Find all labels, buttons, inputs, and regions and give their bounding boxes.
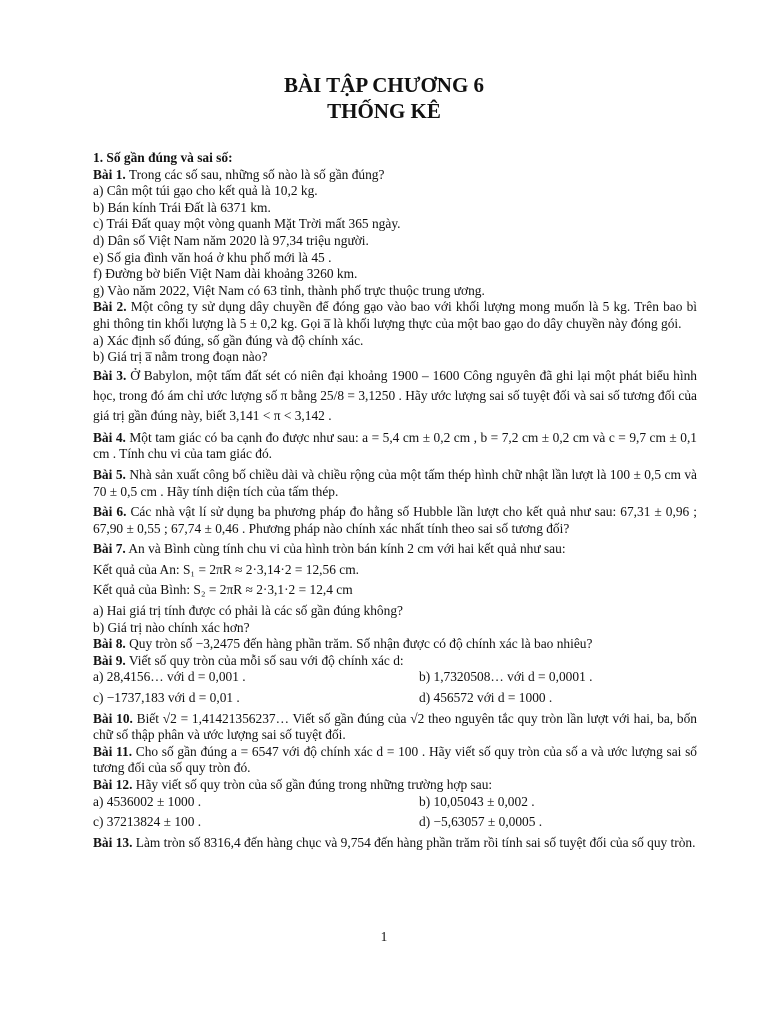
list-item: a) Hai giá trị tính được có phải là các số gần đúng không? <box>93 603 403 619</box>
list-item: b) Bán kính Trái Đất là 6371 km. <box>93 199 271 215</box>
exercise-8: Bài 8. Quy tròn số −3,2475 đến hàng phần trăm. Số nhận được có độ chính xác là bao nhiêu? <box>93 636 593 652</box>
exercise-label: Bài 4. <box>93 429 126 445</box>
page-title: BÀI TẬP CHƯƠNG 6 <box>283 73 485 97</box>
exercise-label: Bài 3. <box>93 367 127 383</box>
option-a: a) 28,4156… với d = 0,001 . <box>93 669 246 685</box>
exercise-4: Bài 4. Một tam giác có ba cạnh đo được như sau: a = 5,4 cm ± 0,2 cm , b = 7,2 cm ± 0,2 cm và c = 9,7 cm ± 0,1 cm . Tính chu vi của tam giác đó. <box>93 429 697 462</box>
exercise-label: Bài 12. <box>93 777 133 792</box>
list-item: e) Số gia đình văn hoá ở khu phố mới là 45 . <box>93 249 332 265</box>
exercise-1: Bài 1. Trong các số sau, những số nào là số gần đúng? <box>93 166 385 182</box>
option-row <box>93 814 697 831</box>
exercise-7: Bài 7. An và Bình cùng tính chu vi của hình tròn bán kính 2 cm với hai kết quả như sau: <box>93 541 566 557</box>
exercise-label: Bài 5. <box>93 466 126 482</box>
list-item: g) Vào năm 2022, Việt Nam có 63 tỉnh, thành phố trực thuộc trung ương. <box>93 282 485 298</box>
list-item: d) Dân số Việt Nam năm 2020 là 97,34 triệu người. <box>93 232 369 248</box>
list-item: f) Đường bờ biển Việt Nam dài khoảng 3260 km. <box>93 266 358 282</box>
exercise-list <box>93 150 697 851</box>
list-item: b) Giá trị nào chính xác hơn? <box>93 619 250 635</box>
option-row <box>93 794 697 811</box>
list-item: a) Cân một túi gạo cho kết quả là 10,2 kg. <box>93 183 318 199</box>
exercise-label: Bài 6. <box>93 504 127 520</box>
option-d: d) −5,63057 ± 0,0005 . <box>419 814 543 830</box>
exercise-label: Bài 8. <box>93 636 126 652</box>
option-b: b) 1,7320508… với d = 0,0001 . <box>419 669 593 685</box>
exercise-13: Bài 13. Làm tròn số 8316,4 đến hàng chục và 9,754 đến hàng phần trăm rồi tính sai số tuyệt đối của số quy tròn. <box>93 834 696 850</box>
exercise-label: Bài 10. <box>93 710 133 726</box>
list-item: c) Trái Đất quay một vòng quanh Mặt Trời mất 365 ngày. <box>93 216 401 232</box>
option-d: d) 456572 với d = 1000 . <box>419 690 553 706</box>
exercise-11: Bài 11. Cho số gần đúng a = 6547 với độ chính xác d = 100 . Hãy viết số quy tròn của số a và ước lượng sai số tương đối của số quy tròn đó. <box>93 743 697 776</box>
exercise-label: Bài 9. <box>93 652 126 668</box>
exercise-label: Bài 7. <box>93 541 126 557</box>
list-item: Kết quả của An: S₁ = 2πR ≈ 2·3,14·2 = 12,56 cm. <box>93 561 359 577</box>
exercise-2: Bài 2. Một công ty sử dụng dây chuyền để đóng gạo vào bao với khối lượng mong muốn là 5 kg. Trên bao bì ghi thông tin khối lượng là 5 ± 0,2 kg. Gọi a̅ là khối lượng thực của một bao gạo do dây chuyền này đóng gói. <box>93 299 697 331</box>
section-heading: 1. Số gần đúng và sai số: <box>93 150 233 165</box>
exercise-label: Bài 2. <box>93 299 127 315</box>
exercise-label: Bài 13. <box>93 834 133 850</box>
exercise-10: Bài 10. Biết √2 = 1,41421356237… Viết số gần đúng của √2 theo nguyên tắc quy tròn lần lượt với hai, ba, bốn chữ số thập phân và ước lượng sai số tuyệt đối. <box>93 710 698 743</box>
page-number: 1 <box>380 929 388 944</box>
exercise-label: Bài 1. <box>93 166 126 182</box>
exercise-12: Bài 12. Hãy viết số quy tròn của số gần đúng trong những trường hợp sau: <box>93 777 493 792</box>
option-a: a) 4536002 ± 1000 . <box>93 793 202 809</box>
option-row <box>93 669 697 686</box>
option-row <box>93 690 697 707</box>
option-b: b) 10,05043 ± 0,002 . <box>419 793 535 809</box>
option-c: c) 37213824 ± 100 . <box>93 814 202 830</box>
list-item: Kết quả của Bình: S₂ = 2πR ≈ 2·3,1·2 = 12,4 cm <box>93 582 353 598</box>
exercise-label: Bài 11. <box>93 743 133 759</box>
option-c: c) −1737,183 với d = 0,01 . <box>93 690 240 706</box>
exercise-6: Bài 6. Các nhà vật lí sử dụng ba phương pháp đo hằng số Hubble lần lượt cho kết quả như sau: 67,31 ± 0,96 ; 67,90 ± 0,55 ; 67,74 ± 0,46 . Phương pháp nào chính xác nhất tính theo sai số tương đối? <box>93 504 697 536</box>
page-subtitle: THỐNG KÊ <box>327 99 441 123</box>
list-item: b) Giá trị a̅ nằm trong đoạn nào? <box>93 349 268 365</box>
list-item: a) Xác định số đúng, số gần đúng và độ chính xác. <box>93 332 364 348</box>
exercise-9: Bài 9. Viết số quy tròn của mỗi số sau với độ chính xác d: <box>93 652 404 668</box>
exercise-3: Bài 3. Ở Babylon, một tấm đất sét có niên đại khoảng 1900 – 1600 Công nguyên đã ghi lại một phát biểu hình học, trong đó ám chỉ ước lượng số π bằng 25/8 = 3,1250 . Hãy ước lượng sai số tuyệt đối và sai số tương đối của giá trị gần đúng này, biết 3,141 < π < 3,142 . <box>93 367 697 423</box>
exercise-5: Bài 5. Nhà sản xuất công bố chiều dài và chiều rộng của một tấm thép hình chữ nhật lần lượt là 100 ± 0,5 cm và 70 ± 0,5 cm . Hãy tính diện tích của tấm thép. <box>93 466 697 499</box>
